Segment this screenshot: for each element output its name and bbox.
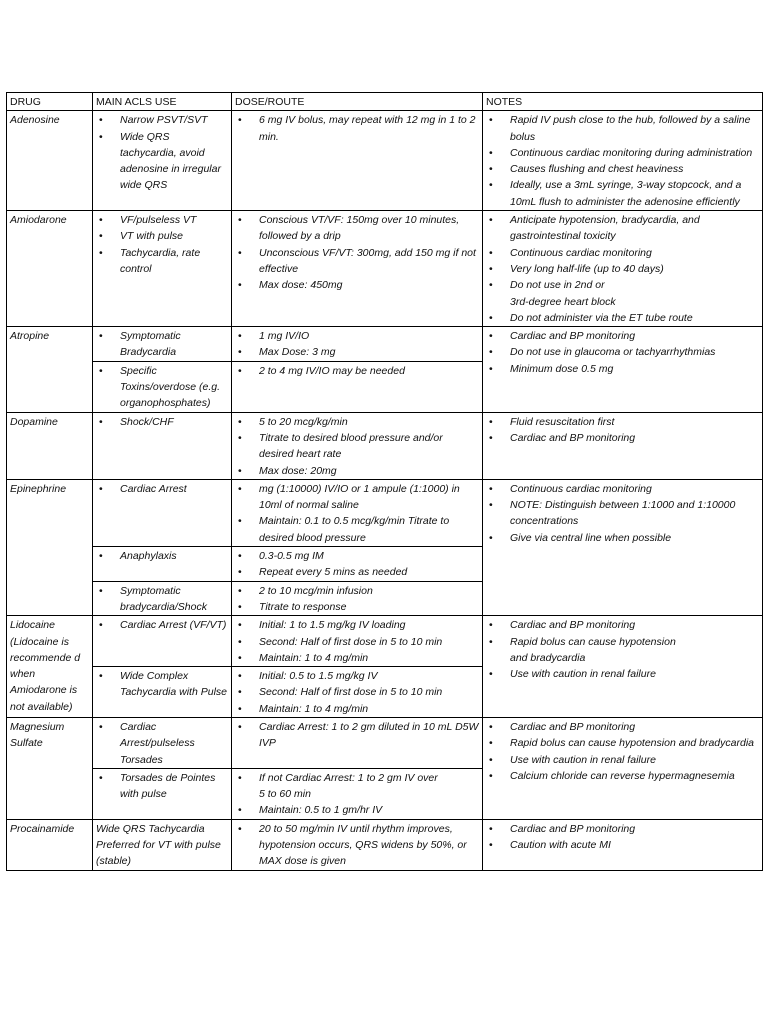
notes-cell — [483, 616, 763, 718]
table-header-row — [7, 93, 763, 111]
dose-item: • mg (1:10000) IV/IO or 1 ampule (1:1000) in 10ml of normal saline — [235, 481, 479, 514]
dose-route-cell — [232, 361, 483, 412]
main-use-cell — [93, 547, 232, 582]
table-row — [7, 479, 763, 546]
table-row — [7, 412, 763, 479]
main-use-item-list — [96, 719, 228, 768]
dose-item: • Unconscious VF/VT: 300mg, add 150 mg if not effective — [235, 245, 479, 278]
note-item-list — [486, 617, 759, 682]
main-use-item-list — [96, 548, 228, 564]
notes-cell — [483, 327, 763, 412]
note-item: • Cardiac and BP monitoring — [486, 617, 759, 633]
dose-route-cell — [232, 111, 483, 211]
main-use-item-list — [96, 481, 228, 497]
note-item-list — [486, 328, 759, 377]
main-use-item-list — [96, 770, 228, 803]
dose-route-cell — [232, 667, 483, 718]
dose-item: • 6 mg IV bolus, may repeat with 12 mg in 1 to 2 min. — [235, 112, 479, 145]
dose-item: • Max Dose: 3 mg — [235, 344, 479, 360]
note-item: • Causes flushing and chest heaviness — [486, 161, 759, 177]
main-use-item: • Wide Complex Tachycardia with Pulse — [96, 668, 228, 701]
main-use-cell — [93, 819, 232, 870]
table-body — [7, 111, 763, 870]
note-item: • Cardiac and BP monitoring — [486, 328, 759, 344]
dose-item-list — [235, 548, 479, 581]
header-dose-route: DOSE/ROUTE — [232, 93, 483, 111]
dose-route-cell — [232, 547, 483, 582]
note-item: • Fluid resuscitation first — [486, 414, 759, 430]
dose-item: • Maintain: 0.5 to 1 gm/hr IV — [235, 802, 479, 818]
note-item-list — [486, 112, 759, 210]
main-use-item: • Anaphylaxis — [96, 548, 228, 564]
notes-cell — [483, 111, 763, 211]
dose-item: • 2 to 10 mcg/min infusion — [235, 583, 479, 599]
dose-item: • Maintain: 1 to 4 mg/min — [235, 650, 479, 666]
main-use-item: • Shock/CHF — [96, 414, 228, 430]
note-item: • Cardiac and BP monitoring — [486, 821, 759, 837]
note-item-list — [486, 212, 759, 326]
drug-name-cell: Epinephrine — [7, 479, 93, 615]
drug-name-cell: Adenosine — [7, 111, 93, 211]
note-item: • Do not use in 2nd or 3rd-degree heart block — [486, 277, 759, 310]
main-use-cell — [93, 768, 232, 819]
main-use-item-list — [96, 212, 228, 277]
header-notes: NOTES — [483, 93, 763, 111]
main-use-item: • Cardiac Arrest/pulseless Torsades — [96, 719, 228, 768]
notes-cell — [483, 479, 763, 615]
dose-item-list — [235, 363, 479, 379]
dose-item: • Second: Half of first dose in 5 to 10 min — [235, 684, 479, 700]
note-item: • Continuous cardiac monitoring during administration — [486, 145, 759, 161]
dose-item-list — [235, 617, 479, 666]
drug-name-cell: Atropine — [7, 327, 93, 412]
note-item: • NOTE: Distinguish between 1:1000 and 1:10000 concentrations — [486, 497, 759, 530]
dose-item: • Cardiac Arrest: 1 to 2 gm diluted in 10 mL D5W IVP — [235, 719, 479, 752]
table-row — [7, 717, 763, 768]
main-use-item-list — [96, 583, 228, 616]
table-row — [7, 211, 763, 327]
dose-route-cell — [232, 479, 483, 546]
main-use-item: • Symptomatic Bradycardia — [96, 328, 228, 361]
dose-route-cell — [232, 819, 483, 870]
dose-item-list — [235, 328, 479, 361]
dose-route-cell — [232, 616, 483, 667]
note-item: • Calcium chloride can reverse hypermagnesemia — [486, 768, 759, 784]
main-use-cell — [93, 616, 232, 667]
main-use-item: • Symptomatic bradycardia/Shock — [96, 583, 228, 616]
main-use-item: • VF/pulseless VT — [96, 212, 228, 228]
dose-item: • 20 to 50 mg/min IV until rhythm improves, hypotension occurs, QRS widens by 50%, or MAX dose is given — [235, 821, 479, 870]
main-use-item: • Specific Toxins/overdose (e.g. organophosphates) — [96, 363, 228, 412]
drug-name-cell: Lidocaine (Lidocaine is recommende d when Amiodarone is not available) — [7, 616, 93, 718]
note-item: • Give via central line when possible — [486, 530, 759, 546]
dose-route-cell — [232, 768, 483, 819]
acls-drug-table — [6, 92, 763, 871]
main-use-item: • Narrow PSVT/SVT — [96, 112, 228, 128]
main-use-cell — [93, 361, 232, 412]
main-use-cell — [93, 667, 232, 718]
main-use-item-list — [96, 328, 228, 361]
dose-item: • Maintain: 0.1 to 0.5 mcg/kg/min Titrate to desired blood pressure — [235, 513, 479, 546]
dose-item: • Initial: 0.5 to 1.5 mg/kg IV — [235, 668, 479, 684]
notes-cell — [483, 819, 763, 870]
dose-item: • Max dose: 20mg — [235, 463, 479, 479]
note-item: • Anticipate hypotension, bradycardia, and gastrointestinal toxicity — [486, 212, 759, 245]
header-main-acls-use: MAIN ACLS USE — [93, 93, 232, 111]
dose-item-list — [235, 770, 479, 819]
dose-item-list — [235, 821, 479, 870]
main-use-item: • Torsades de Pointes with pulse — [96, 770, 228, 803]
dose-item: • Max dose: 450mg — [235, 277, 479, 293]
dose-route-cell — [232, 717, 483, 768]
dose-item-list — [235, 719, 479, 752]
notes-cell — [483, 211, 763, 327]
main-use-item: • Wide QRS tachycardia, avoid adenosine in irregular wide QRS — [96, 129, 228, 194]
note-item: • Cardiac and BP monitoring — [486, 430, 759, 446]
header-drug: DRUG — [7, 93, 93, 111]
dose-item: • Titrate to desired blood pressure and/or desired heart rate — [235, 430, 479, 463]
dose-item-list — [235, 668, 479, 717]
dose-item: • Titrate to response — [235, 599, 479, 615]
dose-item: • Repeat every 5 mins as needed — [235, 564, 479, 580]
drug-name-cell: Procainamide — [7, 819, 93, 870]
note-item: • Caution with acute MI — [486, 837, 759, 853]
drug-name-cell: Dopamine — [7, 412, 93, 479]
dose-route-cell — [232, 211, 483, 327]
main-use-cell — [93, 717, 232, 768]
dose-route-cell — [232, 327, 483, 362]
main-use-item-list — [96, 617, 228, 633]
main-use-item-list — [96, 112, 228, 193]
drug-name-cell: Amiodarone — [7, 211, 93, 327]
note-item: • Rapid bolus can cause hypotension and bradycardia — [486, 735, 759, 751]
note-item-list — [486, 719, 759, 784]
main-use-item: • Cardiac Arrest — [96, 481, 228, 497]
dose-item: • 0.3-0.5 mg IM — [235, 548, 479, 564]
main-use-cell — [93, 327, 232, 362]
note-item: • Rapid bolus can cause hypotension and bradycardia — [486, 634, 759, 667]
table-row — [7, 111, 763, 211]
main-use-item-list — [96, 363, 228, 412]
table-row — [7, 616, 763, 667]
note-item: • Cardiac and BP monitoring — [486, 719, 759, 735]
dose-item: • Maintain: 1 to 4 mg/min — [235, 701, 479, 717]
dose-item: • 5 to 20 mcg/kg/min — [235, 414, 479, 430]
main-use-cell — [93, 479, 232, 546]
note-item: • Ideally, use a 3mL syringe, 3-way stopcock, and a 10mL flush to administer the adenosine efficiently — [486, 177, 759, 210]
main-use-text: Wide QRS Tachycardia Preferred for VT with pulse (stable) — [96, 822, 221, 868]
main-use-item: • VT with pulse — [96, 228, 228, 244]
note-item: • Use with caution in renal failure — [486, 666, 759, 682]
note-item: • Do not use in glaucoma or tachyarrhythmias — [486, 344, 759, 360]
note-item: • Do not administer via the ET tube route — [486, 310, 759, 326]
note-item: • Minimum dose 0.5 mg — [486, 361, 759, 377]
dose-item-list — [235, 112, 479, 145]
notes-cell — [483, 412, 763, 479]
note-item: • Very long half-life (up to 40 days) — [486, 261, 759, 277]
main-use-item-list — [96, 668, 228, 701]
notes-cell — [483, 717, 763, 819]
note-item-list — [486, 821, 759, 854]
main-use-item: • Cardiac Arrest (VF/VT) — [96, 617, 228, 633]
drug-name-cell: Magnesium Sulfate — [7, 717, 93, 819]
dose-item: • Conscious VT/VF: 150mg over 10 minutes, followed by a drip — [235, 212, 479, 245]
main-use-item: • Tachycardia, rate control — [96, 245, 228, 278]
dose-item-list — [235, 583, 479, 616]
main-use-cell — [93, 412, 232, 479]
dose-route-cell — [232, 581, 483, 616]
dose-item-list — [235, 212, 479, 293]
note-item-list — [486, 481, 759, 546]
main-use-item-list — [96, 414, 228, 430]
main-use-cell — [93, 111, 232, 211]
table-row — [7, 327, 763, 362]
note-item-list — [486, 414, 759, 447]
dose-item: • 1 mg IV/IO — [235, 328, 479, 344]
dose-item-list — [235, 414, 479, 479]
note-item: • Continuous cardiac monitoring — [486, 481, 759, 497]
main-use-cell — [93, 581, 232, 616]
dose-item-list — [235, 481, 479, 546]
dose-route-cell — [232, 412, 483, 479]
dose-item: • Second: Half of first dose in 5 to 10 min — [235, 634, 479, 650]
note-item: • Rapid IV push close to the hub, followed by a saline bolus — [486, 112, 759, 145]
dose-item: • If not Cardiac Arrest: 1 to 2 gm IV over 5 to 60 min — [235, 770, 479, 803]
table-row — [7, 819, 763, 870]
note-item: • Continuous cardiac monitoring — [486, 245, 759, 261]
dose-item: • 2 to 4 mg IV/IO may be needed — [235, 363, 479, 379]
main-use-cell — [93, 211, 232, 327]
dose-item: • Initial: 1 to 1.5 mg/kg IV loading — [235, 617, 479, 633]
note-item: • Use with caution in renal failure — [486, 752, 759, 768]
